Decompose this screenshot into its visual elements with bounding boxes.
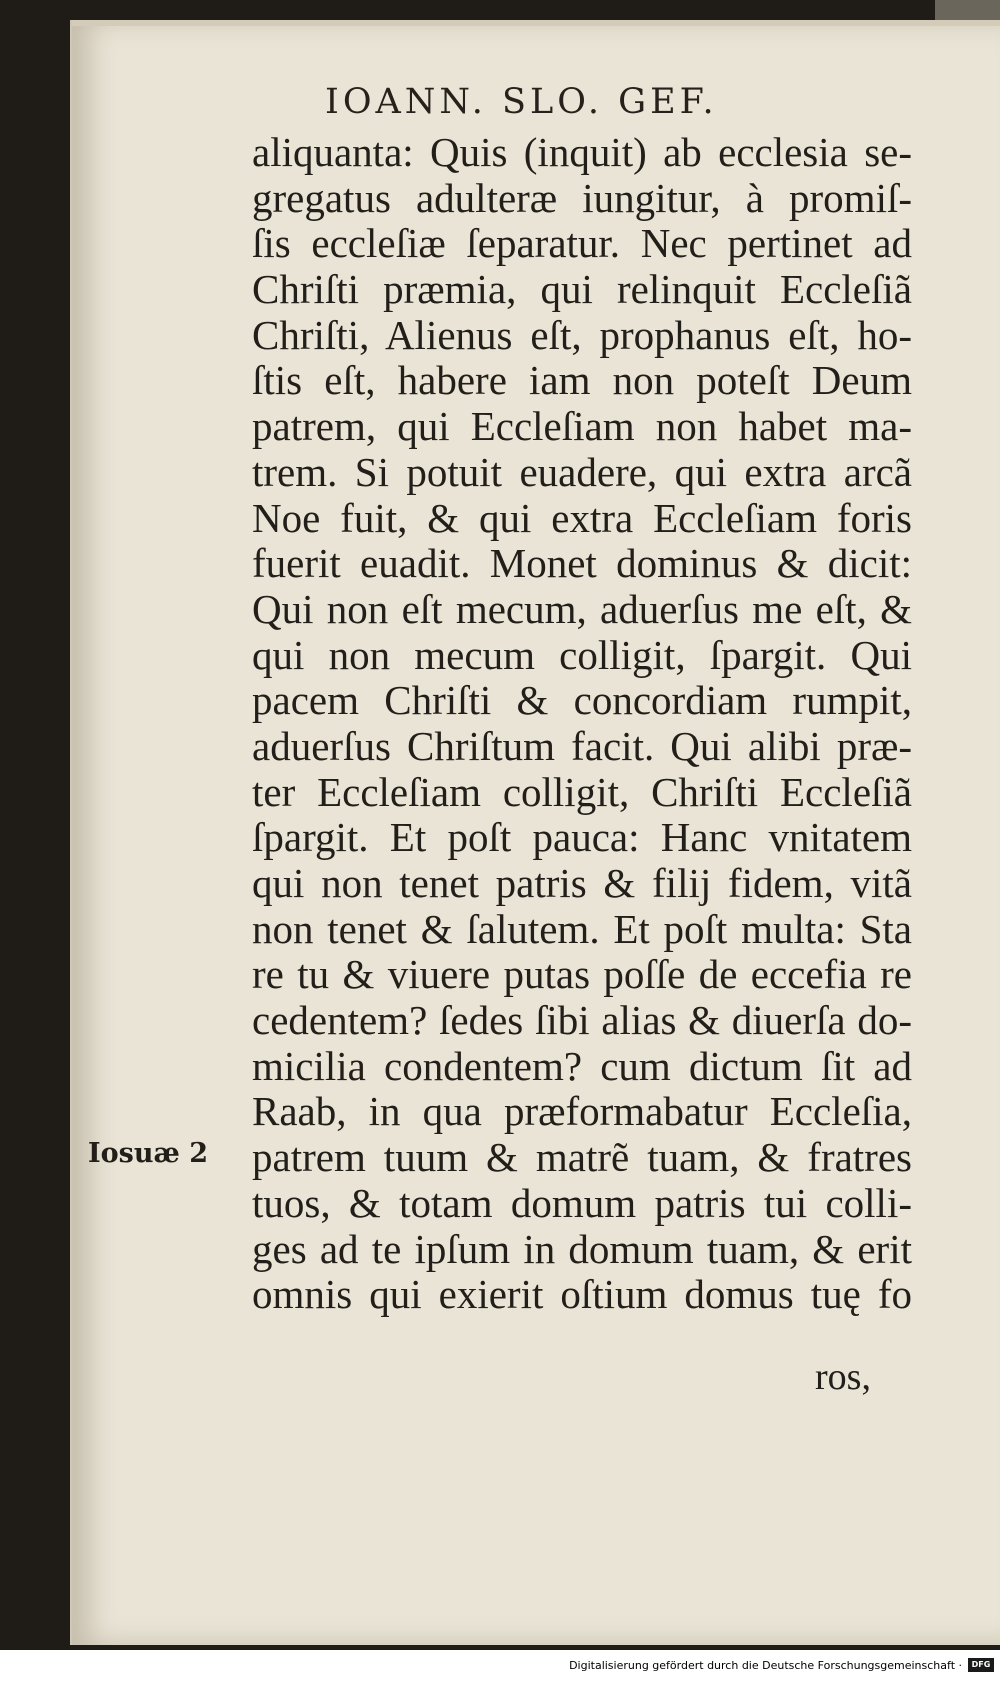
text-line: non tenet & ſalutem. Et poſt multa: Sta bbox=[252, 906, 912, 952]
text-line: cedentem? ſedes ſibi alias & diuerſa do- bbox=[252, 998, 912, 1044]
running-head: IOANN. SLO. GEF. bbox=[325, 82, 718, 122]
text-line: patrem tuum & matrẽ tuam, & fratres bbox=[252, 1135, 912, 1181]
text-line: Qui non eſt mecum, aduerſus me eſt, & bbox=[252, 586, 912, 632]
text-line: Noe fuit, & qui extra Eccleſiam foris bbox=[252, 495, 912, 541]
body-text bbox=[252, 130, 912, 1318]
footer-credit: Digitalisierung gefördert durch die Deutsche Forschungsgemeinschaft · bbox=[569, 1659, 962, 1672]
text-line: tuos, & totam domum patris tui colli- bbox=[252, 1180, 912, 1226]
marginal-note: Iosuæ 2 bbox=[88, 1138, 208, 1169]
page-edge bbox=[72, 20, 1000, 26]
dfg-logo: DFG bbox=[968, 1658, 994, 1672]
text-line: Raab, in qua præformabatur Eccleſia, bbox=[252, 1089, 912, 1135]
catchword: ros, bbox=[815, 1356, 871, 1398]
text-line: patrem, qui Eccleſiam non habet ma- bbox=[252, 404, 912, 450]
text-line: re tu & viuere putas poſſe de eccefia re bbox=[252, 952, 912, 998]
text-line: pacem Chriſti & concordiam rumpit, bbox=[252, 678, 912, 724]
text-line: qui non mecum colligit, ſpargit. Qui bbox=[252, 632, 912, 678]
text-line: ter Eccleſiam colligit, Chriſti Eccleſiã bbox=[252, 769, 912, 815]
text-line: Chriſti præmia, qui relinquit Eccleſiã bbox=[252, 267, 912, 313]
text-line: trem. Si potuit euadere, qui extra arcã bbox=[252, 449, 912, 495]
text-line: ſtis eſt, habere iam non poteſt Deum bbox=[252, 358, 912, 404]
text-line: ſis eccleſiæ ſeparatur. Nec pertinet ad bbox=[252, 221, 912, 267]
text-line: gregatus adulteræ iungitur, à promiſ- bbox=[252, 175, 912, 221]
footer-bar bbox=[0, 1650, 1000, 1683]
text-line: qui non tenet patris & filij fidem, vitã bbox=[252, 861, 912, 906]
text-line: micilia condentem? cum dictum ſit ad bbox=[252, 1043, 912, 1089]
text-line: aduerſus Chriſtum facit. Qui alibi præ- bbox=[252, 723, 912, 769]
text-line: fuerit euadit. Monet dominus & dicit: bbox=[252, 541, 912, 587]
text-line: ſpargit. Et poſt pauca: Hanc vnitatem bbox=[252, 815, 912, 861]
text-line: Chriſti, Alienus eſt, prophanus eſt, ho- bbox=[252, 312, 912, 358]
text-line: aliquanta: Quis (inquit) ab ecclesia se- bbox=[252, 130, 912, 175]
text-line: ges ad te ipſum in domum tuam, & erit bbox=[252, 1226, 912, 1272]
text-line: omnis qui exierit oſtium domus tuę fo bbox=[252, 1272, 912, 1318]
